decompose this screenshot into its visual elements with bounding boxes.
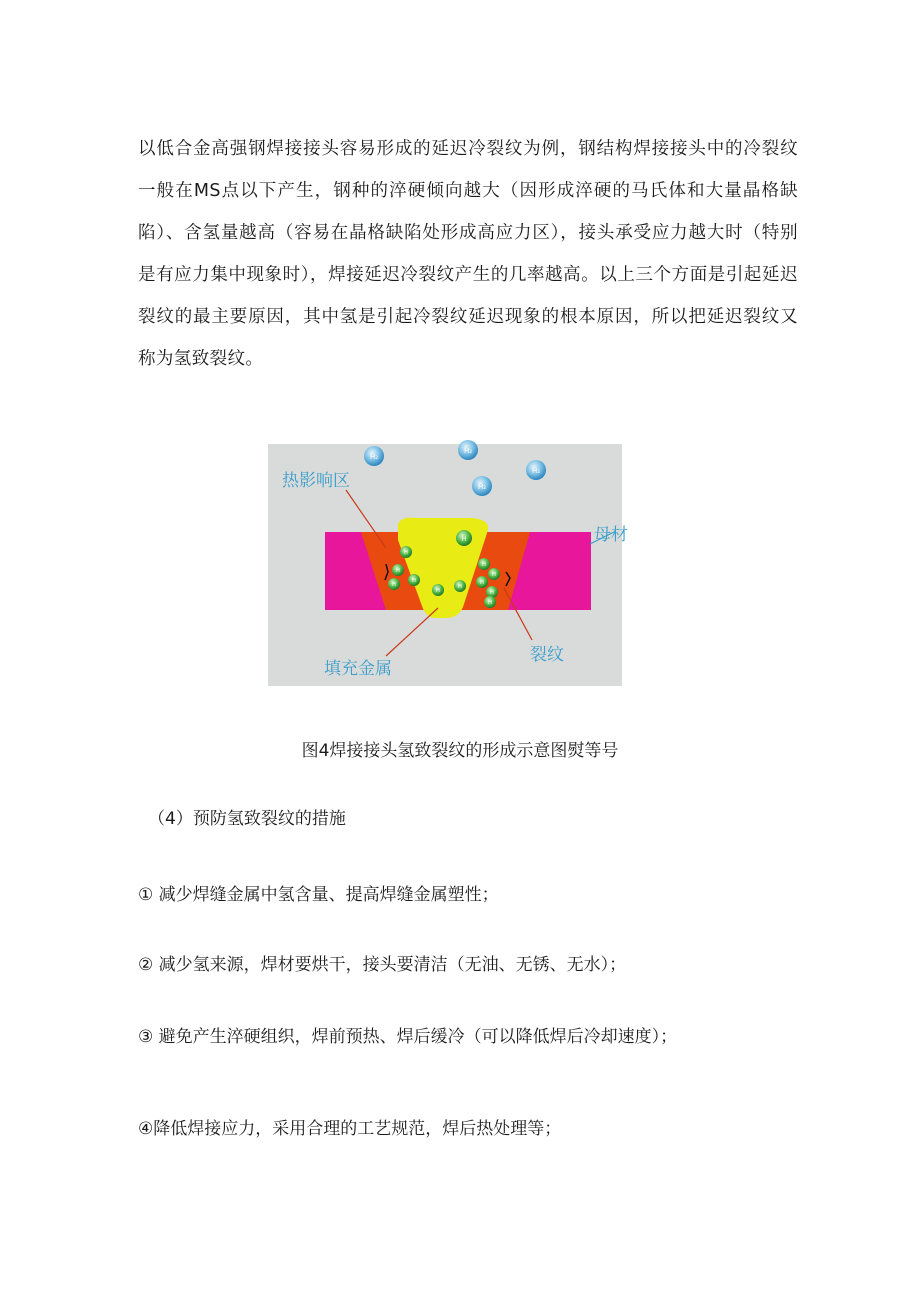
h-atom xyxy=(388,578,400,590)
svg-text:H: H xyxy=(490,590,494,596)
svg-text:H: H xyxy=(412,578,416,584)
h-atom xyxy=(408,574,420,586)
svg-text:H: H xyxy=(458,584,462,590)
svg-text:H₂: H₂ xyxy=(463,447,473,455)
h-atom xyxy=(478,558,490,570)
svg-text:H₂: H₂ xyxy=(369,453,379,461)
h2-molecule xyxy=(458,440,478,460)
svg-text:H: H xyxy=(488,600,492,606)
measure-item: ② 减少氢来源，焊材要烘干，接头要清洁（无油、无锈、无水）； xyxy=(138,955,627,975)
haz-label: 热影响区 xyxy=(282,471,350,491)
h-atom xyxy=(476,576,488,588)
h2-molecule xyxy=(364,446,384,466)
svg-text:H: H xyxy=(480,580,484,586)
section-title: （4）预防氢致裂纹的措施 xyxy=(148,809,346,829)
svg-text:H: H xyxy=(396,568,400,574)
hydrogen-crack-figure xyxy=(268,444,628,686)
h2-molecule xyxy=(526,460,546,480)
svg-text:H: H xyxy=(436,588,440,594)
svg-text:H: H xyxy=(404,550,408,556)
crack-label: 裂纹 xyxy=(530,645,564,665)
svg-text:H₂: H₂ xyxy=(477,483,487,491)
svg-text:H: H xyxy=(392,582,396,588)
weld-joint-diagram xyxy=(268,444,628,686)
h-atom xyxy=(488,568,500,580)
figure-caption: 图4焊接接头氢致裂纹的形成示意图熨等号 xyxy=(301,741,619,761)
measure-item: ① 减少焊缝金属中氢含量、提高焊缝金属塑性； xyxy=(138,885,499,905)
h-atom xyxy=(486,586,498,598)
svg-text:H: H xyxy=(492,572,496,578)
h-atom xyxy=(392,564,404,576)
measure-item: ③ 避免产生淬硬组织，焊前预热、焊后缓冷（可以降低焊后冷却速度）； xyxy=(138,1027,678,1047)
h-atom xyxy=(456,530,472,546)
svg-text:H: H xyxy=(482,562,486,568)
svg-text:H₂: H₂ xyxy=(531,467,541,475)
svg-text:H: H xyxy=(461,536,467,543)
h-atom xyxy=(454,580,466,592)
h-atom xyxy=(400,546,412,558)
base-metal-label: 母材 xyxy=(594,525,628,545)
filler-metal-label: 填充金属 xyxy=(324,659,392,679)
measure-item: ④降低焊接应力，采用合理的工艺规范，焊后热处理等； xyxy=(138,1119,562,1139)
intro-paragraph: 以低合金高强钢焊接接头容易形成的延迟冷裂纹为例，钢结构焊接接头中的冷裂纹一般在MS点以下产生，钢种的淬硬倾向越大（因形成淬硬的马氏体和大量晶格缺陷）、含氢量越高（容易在晶格缺陷处形成高应力区），接头承受应力越大时（特别是有应力集中现象时），焊接延迟冷裂纹产生的几率越高。以上三个方面是引起延迟裂纹的最主要原因，其中氢是引起冷裂纹延迟现象的根本原因，所以把延迟裂纹又称为氢致裂纹。 xyxy=(138,139,798,369)
h-atom xyxy=(432,584,444,596)
h-atom xyxy=(484,596,496,608)
h2-molecule xyxy=(472,476,492,496)
filler-leader-line xyxy=(386,608,438,656)
